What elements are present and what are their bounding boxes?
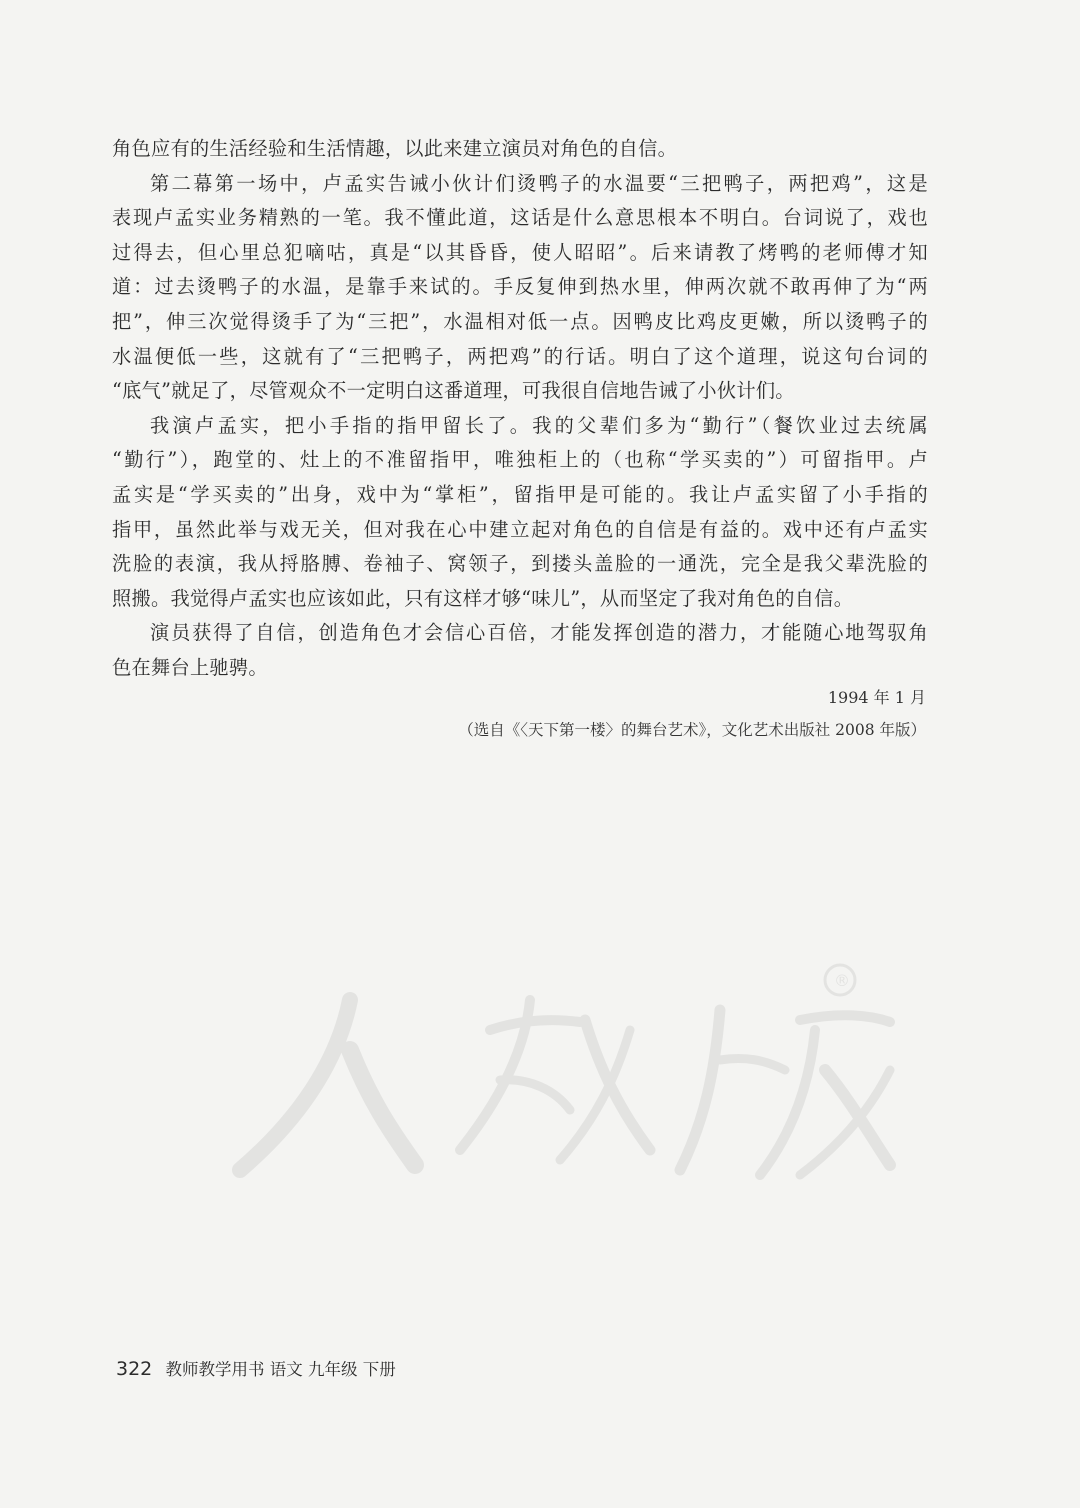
body-text: [112, 132, 928, 686]
text-line: 孟实是“学买卖的”出身，戏中为“掌柜”，留指甲是可能的。我让卢孟实留了小手指的: [112, 482, 928, 506]
text-line: 指甲，虽然此举与戏无关，但对我在心中建立起对角色的自信是有益的。戏中还有卢孟实: [112, 517, 928, 541]
publisher-watermark: [200, 960, 900, 1210]
page-footer: [116, 1355, 396, 1384]
text-line: 演员获得了自信，创造角色才会信心百倍，才能发挥创造的潜力，才能随心地驾驭角: [150, 621, 928, 645]
text-line: “勤行”），跑堂的、灶上的不准留指甲，唯独柜上的（也称“学买卖的”）可留指甲。卢: [112, 448, 928, 472]
text-line: 角色应有的生活经验和生活情趣，以此来建立演员对角色的自信。: [112, 137, 678, 160]
text-line: 过得去，但心里总犯嘀咕，真是“以其昏昏，使人昭昭”。后来请教了烤鸭的老师傅才知: [112, 240, 928, 264]
text-line: 水温便低一些，这就有了“三把鸭子，两把鸡”的行话。明白了这个道理，说这句台词的: [112, 344, 928, 368]
text-line: “底气”就足了，尽管观众不一定明白这番道理，可我很自信地告诫了小伙计们。: [112, 379, 795, 403]
text-line: 把”，伸三次觉得烫手了为“三把”，水温相对低一点。因鸭皮比鸡皮更嫩，所以烫鸭子的: [112, 309, 928, 333]
text-line: 我演卢孟实，把小手指的指甲留长了。我的父辈们多为“勤行”（餐饮业过去统属: [150, 413, 928, 437]
registered-mark: ®: [834, 971, 850, 990]
source-citation: （选自《〈天下第一楼〉的舞台艺术》，文化艺术出版社 2008 年版）: [458, 721, 926, 739]
text-line: 洗脸的表演，我从捋胳膊、卷袖子、窝领子，到搂头盖脸的一通洗，完全是我父辈洗脸的: [112, 552, 928, 576]
text-line: 照搬。我觉得卢孟实也应该如此，只有这样才够“味儿”，从而坚定了我对角色的自信。: [112, 586, 854, 610]
book-title: 教师教学用书 语文 九年级 下册: [165, 1360, 396, 1379]
text-line: 色在舞台上驰骋。: [112, 655, 268, 679]
text-line: 道：过去烫鸭子的水温，是靠手来试的。手反复伸到热水里，伸两次就不敢再伸了为“两: [112, 275, 928, 299]
text-line: 第二幕第一场中，卢孟实告诫小伙计们烫鸭子的水温要“三把鸭子，两把鸡”，这是: [150, 171, 928, 195]
text-line: 表现卢孟实业务精熟的一笔。我不懂此道，这话是什么意思根本不明白。台词说了，戏也: [112, 206, 928, 230]
date-line: 1994 年 1 月: [827, 688, 926, 707]
page-number: 322: [116, 1358, 153, 1380]
